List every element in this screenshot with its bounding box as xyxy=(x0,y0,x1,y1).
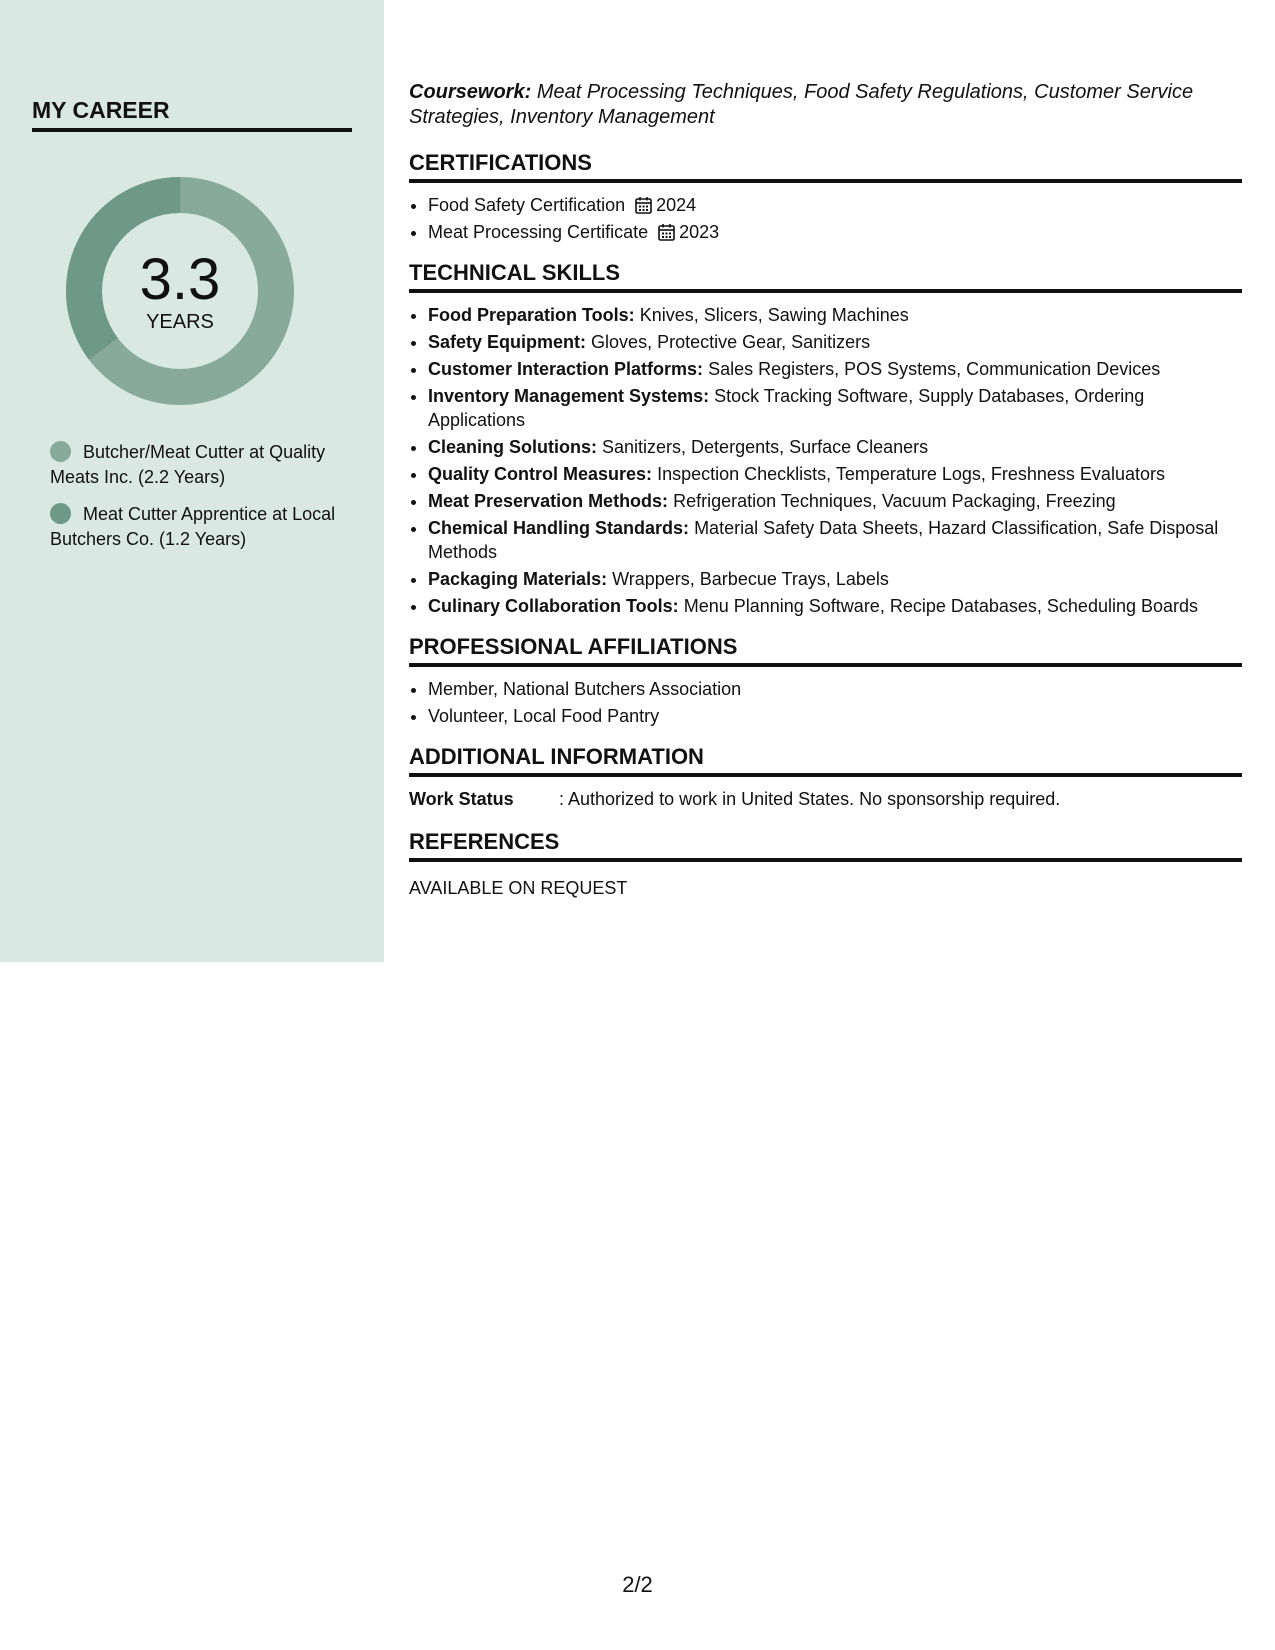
career-heading: MY CAREER xyxy=(32,97,352,132)
coursework xyxy=(409,80,1242,130)
career-sidebar xyxy=(0,0,384,962)
skill-name: Cleaning Solutions: xyxy=(428,437,597,457)
references-title: REFERENCES xyxy=(409,829,1242,862)
skill-detail: Wrappers, Barbecue Trays, Labels xyxy=(612,569,889,589)
certification-year: 2023 xyxy=(679,222,720,242)
skill-name: Safety Equipment: xyxy=(428,332,587,352)
skill-detail: Menu Planning Software, Recipe Databases, Scheduling Boards xyxy=(683,596,1199,616)
legend-label: Meat Cutter Apprentice at Local Butchers Co. (1.2 Years) xyxy=(50,504,336,549)
work-status-row xyxy=(409,787,1242,811)
career-legend xyxy=(50,440,360,564)
affiliations-list xyxy=(409,677,1242,728)
certification-name: Food Safety Certification xyxy=(428,195,626,215)
skill-name: Inventory Management Systems: xyxy=(428,386,710,406)
legend-item xyxy=(50,502,360,552)
skill-item xyxy=(428,594,1242,618)
total-years-value: 3.3 xyxy=(139,247,221,312)
calendar-icon xyxy=(658,223,675,241)
skill-name: Quality Control Measures: xyxy=(428,464,653,484)
work-status-label: Work Status xyxy=(409,789,514,809)
skill-detail: Stock Tracking Software, Supply Databases, Ordering Applications xyxy=(428,386,1145,430)
certification-name: Meat Processing Certificate xyxy=(428,222,649,242)
skill-detail: Knives, Slicers, Sawing Machines xyxy=(639,305,909,325)
calendar-icon xyxy=(635,196,652,214)
main-content xyxy=(409,80,1242,900)
skill-detail: Sales Registers, POS Systems, Communication Devices xyxy=(708,359,1161,379)
legend-item xyxy=(50,440,360,490)
skill-detail: Refrigeration Techniques, Vacuum Packaging, Freezing xyxy=(673,491,1116,511)
skills-list xyxy=(409,303,1242,618)
skill-name: Chemical Handling Standards: xyxy=(428,518,690,538)
certifications-title: CERTIFICATIONS xyxy=(409,150,1242,183)
skill-detail: Material Safety Data Sheets, Hazard Classification, Safe Disposal Methods xyxy=(428,518,1219,562)
legend-dot-icon xyxy=(50,441,71,462)
legend-dot-icon xyxy=(50,503,71,524)
coursework-text: Meat Processing Techniques, Food Safety Regulations, Customer Service Strategies, Inventory Management xyxy=(409,81,1194,128)
work-status-value: : Authorized to work in United States. No sponsorship required. xyxy=(559,789,1061,809)
page-number: 2/2 xyxy=(622,1572,653,1597)
skill-name: Packaging Materials: xyxy=(428,569,608,589)
skill-name: Meat Preservation Methods: xyxy=(428,491,669,511)
skill-item xyxy=(428,357,1242,381)
skill-detail: Sanitizers, Detergents, Surface Cleaners xyxy=(602,437,929,457)
skill-item xyxy=(428,384,1242,432)
skill-detail: Gloves, Protective Gear, Sanitizers xyxy=(591,332,871,352)
skill-item xyxy=(428,516,1242,564)
certifications-list xyxy=(409,193,1242,244)
skill-name: Culinary Collaboration Tools: xyxy=(428,596,679,616)
affiliations-title: PROFESSIONAL AFFILIATIONS xyxy=(409,634,1242,667)
additional-info-title: ADDITIONAL INFORMATION xyxy=(409,744,1242,777)
affiliation-item: • Member, National Butchers Association xyxy=(428,677,1242,701)
coursework-label: Coursework: xyxy=(409,81,532,103)
affiliation-item: • Volunteer, Local Food Pantry xyxy=(428,704,1242,728)
references-text: AVAILABLE ON REQUEST xyxy=(409,878,628,898)
skill-name: Customer Interaction Platforms: xyxy=(428,359,704,379)
total-years-unit: YEARS xyxy=(146,311,214,333)
legend-label: Butcher/Meat Cutter at Quality Meats Inc. (2.2 Years) xyxy=(50,442,326,487)
certification-year: 2024 xyxy=(656,195,697,215)
skill-item xyxy=(428,330,1242,354)
certification-item xyxy=(428,193,1242,217)
skill-item xyxy=(428,462,1242,486)
skill-item xyxy=(428,567,1242,591)
skill-name: Food Preparation Tools: xyxy=(428,305,635,325)
certification-item xyxy=(428,220,1242,244)
skill-item xyxy=(428,435,1242,459)
skill-item xyxy=(428,489,1242,513)
skill-item xyxy=(428,303,1242,327)
skills-title: TECHNICAL SKILLS xyxy=(409,260,1242,293)
skill-detail: Inspection Checklists, Temperature Logs, Freshness Evaluators xyxy=(657,464,1165,484)
